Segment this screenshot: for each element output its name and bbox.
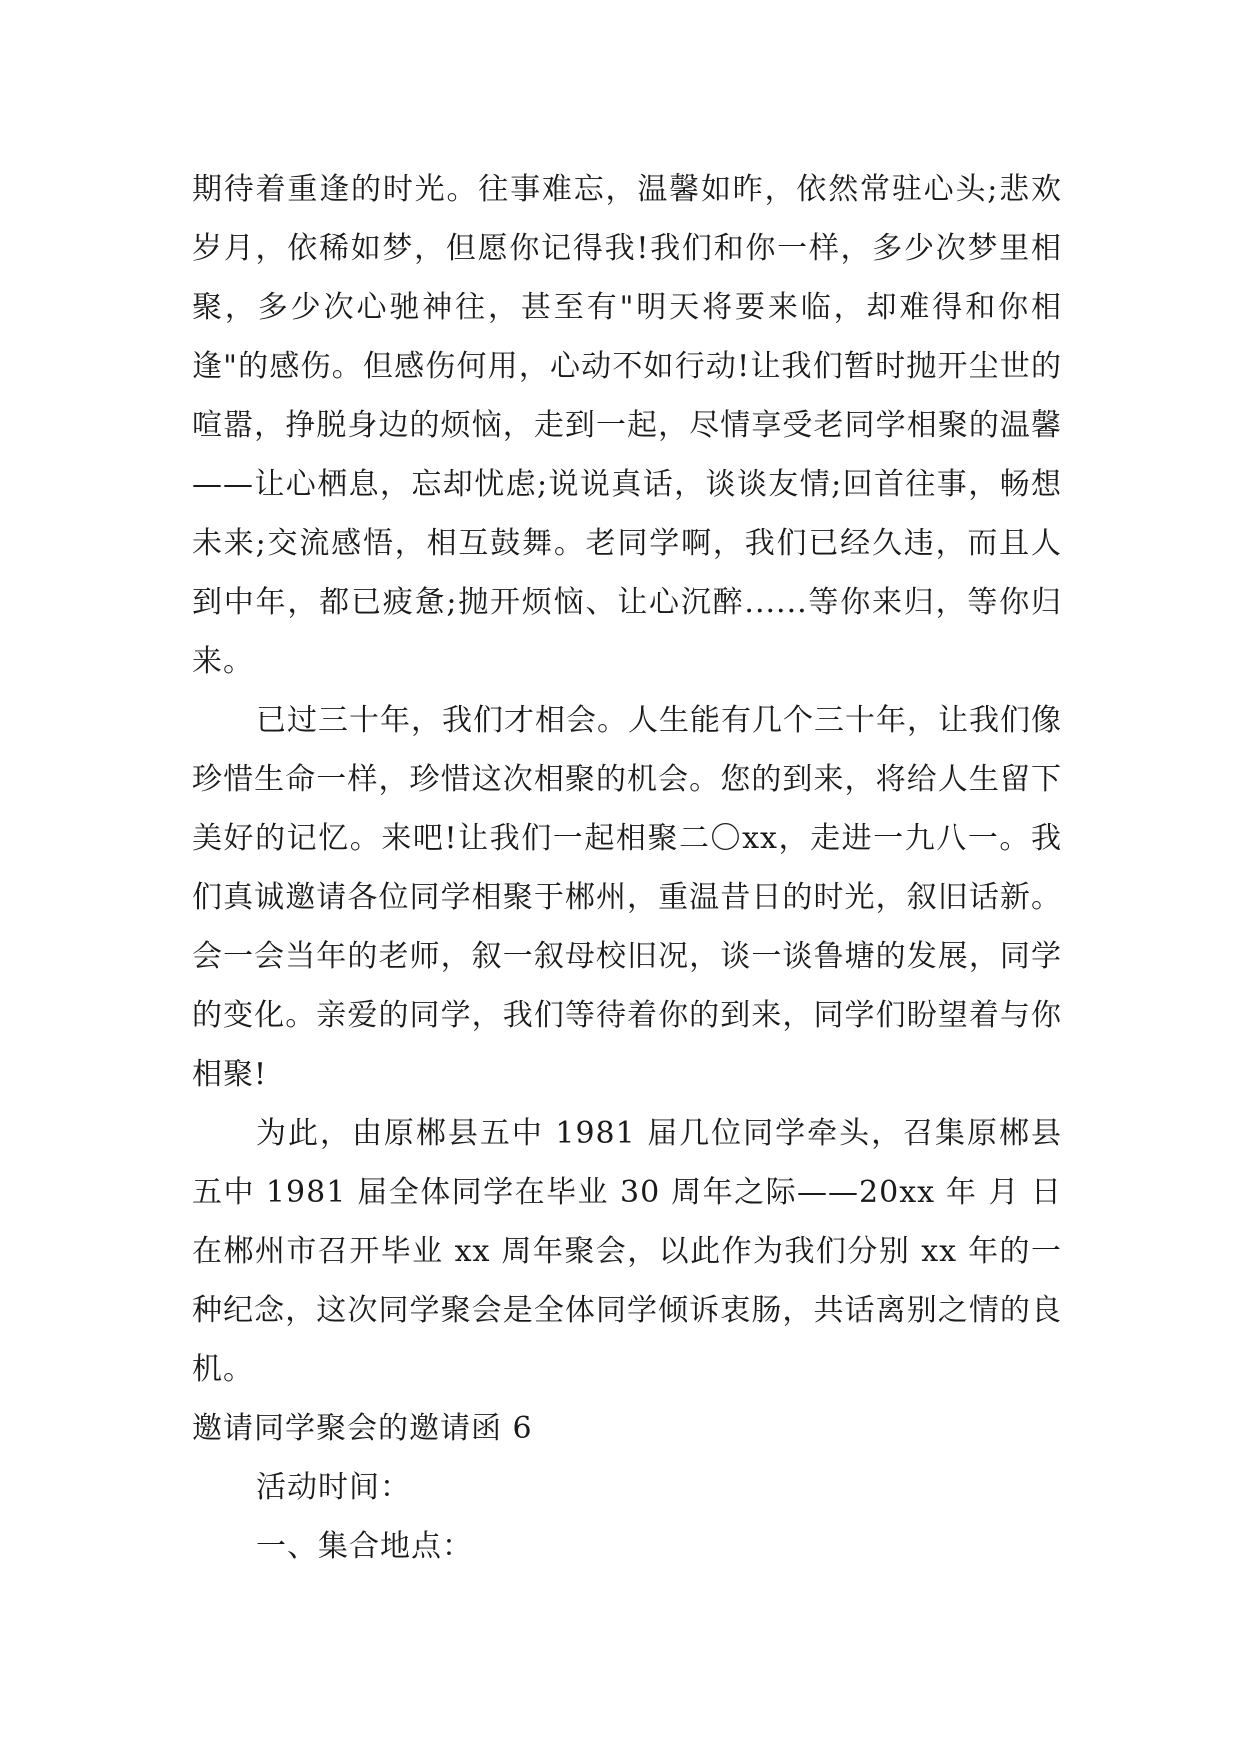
section-heading: 邀请同学聚会的邀请函 6 xyxy=(192,1411,533,1446)
paragraph-thirty-years: 已过三十年，我们才相会。人生能有几个三十年，让我们像珍惜生命一样，珍惜这次相聚的机会。您的到来，将给人生留下美好的记忆。来吧!让我们一起相聚二〇xx，走进一九八一。我们真诚邀请各位同学相聚于郴州，重温昔日的时光，叙旧话新。会一会当年的老师，叙一叙母校旧况，谈一谈鲁塘的发展，同学的变化。亲爱的同学，我们等待着你的到来，同学们盼望着与你相聚! xyxy=(192,703,1062,1092)
document-body xyxy=(192,160,1062,1576)
meeting-place-label: 一、集合地点： xyxy=(256,1529,473,1564)
paragraph-event-organizers: 为此，由原郴县五中 1981 届几位同学牵头，召集原郴县五中 1981 届全体同学在毕业 30 周年之际——20xx 年 月 日在郴州市召开毕业 xx 周年聚会，以此作为我们分别 xx 年的一种纪念，这次同学聚会是全体同学倾诉衷肠，共话离别之情的良机。 xyxy=(192,1116,1062,1387)
activity-time-label: 活动时间： xyxy=(256,1470,411,1505)
paragraph-reunion-feelings: 期待着重逢的时光。往事难忘，温馨如昨，依然常驻心头;悲欢岁月，依稀如梦，但愿你记得我!我们和你一样，多少次梦里相聚，多少次心驰神往，甚至有"明天将要来临，却难得和你相逢"的感伤。但感伤何用，心动不如行动!让我们暂时抛开尘世的喧嚣，挣脱身边的烦恼，走到一起，尽情享受老同学相聚的温馨——让心栖息，忘却忧虑;说说真话，谈谈友情;回首往事，畅想未来;交流感悟，相互鼓舞。老同学啊，我们已经久违，而且人到中年，都已疲惫;抛开烦恼、让心沉醉......等你来归，等你归来。 xyxy=(192,172,1062,679)
